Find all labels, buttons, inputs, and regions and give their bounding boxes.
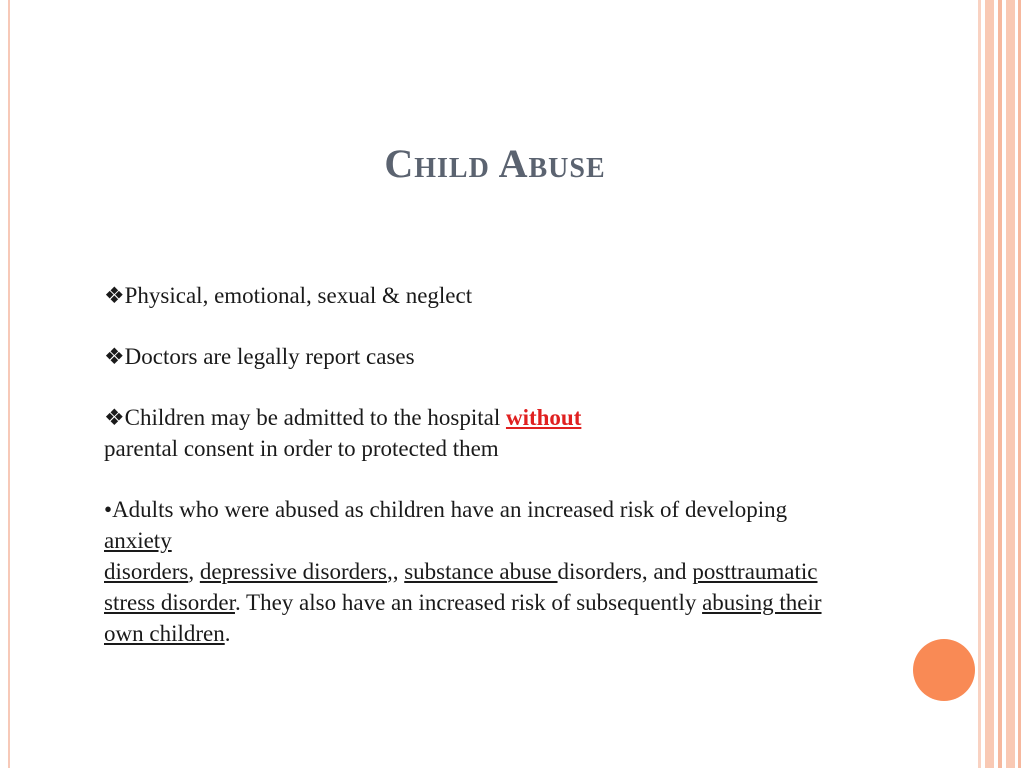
- bullet-text: disorders, and: [557, 559, 693, 584]
- highlight-without: without: [505, 405, 582, 430]
- bullet-physical: [104, 280, 834, 311]
- right-stripes: [976, 0, 1024, 768]
- link-disorders[interactable]: disorders: [104, 559, 189, 584]
- link-abusing-their-own-children[interactable]: abusing their own children: [104, 590, 822, 646]
- link-anxiety[interactable]: anxiety: [104, 528, 172, 553]
- bullet-text: Doctors are legally report cases: [124, 344, 415, 369]
- bullet-text: Physical, emotional, sexual & neglect: [124, 283, 473, 308]
- bullet-text: Children may be admitted to the hospital: [124, 405, 506, 430]
- link-substance-abuse[interactable]: substance abuse: [404, 559, 558, 584]
- link-depressive-disorders[interactable]: depressive disorders: [199, 559, 387, 584]
- bullet-text: ,: [188, 559, 200, 584]
- diamond-bullet-icon: ❖: [104, 405, 125, 430]
- link-posttraumatic-stress-disorder[interactable]: posttraumatic stress disorder: [104, 559, 818, 615]
- accent-circle: [913, 639, 975, 701]
- bullet-doctors: [104, 341, 834, 372]
- bullet-children: [104, 402, 834, 464]
- bullet-text: .: [224, 621, 231, 646]
- diamond-bullet-icon: ❖: [104, 283, 125, 308]
- slide-body: [104, 280, 834, 679]
- left-border-line: [8, 0, 10, 768]
- bullet-text: . They also have an increased risk of subsequently: [234, 590, 703, 615]
- bullet-text: ,,: [386, 559, 405, 584]
- bullet-text-continued: parental consent in order to protected them: [104, 436, 499, 461]
- bullet-adults: [104, 494, 834, 649]
- bullet-text: Adults who were abused as children have an increased risk of developing: [112, 497, 788, 522]
- slide-title: Child Abuse: [384, 141, 606, 186]
- diamond-bullet-icon: ❖: [104, 344, 125, 369]
- dot-bullet-icon: •: [104, 497, 113, 522]
